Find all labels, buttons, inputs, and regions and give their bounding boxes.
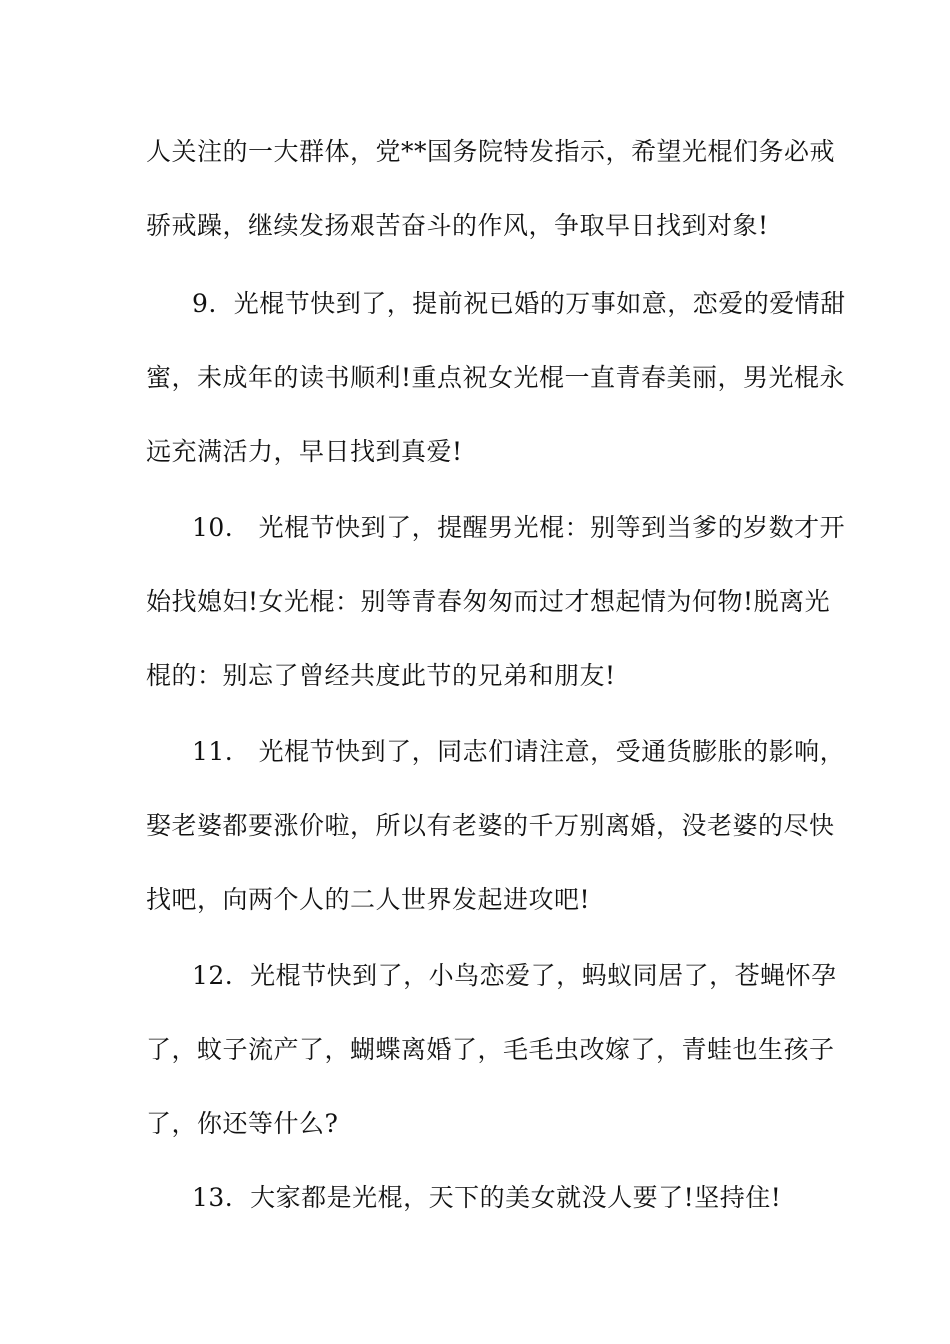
paragraph-line: 10. 光棍节快到了，提醒男光棍：别等到当爹的岁数才开: [192, 513, 846, 542]
paragraph-line: 蜜，未成年的读书顺利!重点祝女光棍一直青春美丽，男光棍永: [146, 363, 846, 392]
paragraph-line: 9. 光棍节快到了，提前祝已婚的万事如意，恋爱的爱情甜: [192, 289, 846, 318]
paragraph-line: 找吧，向两个人的二人世界发起进攻吧!: [146, 885, 591, 914]
paragraph-line: 人关注的一大群体，党**国务院特发指示，希望光棍们务必戒: [146, 137, 836, 166]
paragraph-line: 远充满活力，早日找到真爱!: [146, 437, 463, 466]
paragraph-line: 了，你还等什么?: [146, 1109, 339, 1138]
paragraph-line: 13. 大家都是光棍，天下的美女就没人要了!坚持住!: [192, 1183, 782, 1212]
paragraph-line: 骄戒躁，继续发扬艰苦奋斗的作风，争取早日找到对象!: [146, 211, 769, 240]
paragraph-line: 始找媳妇!女光棍：别等青春匆匆而过才想起情为何物!脱离光: [146, 587, 831, 616]
paragraph-line: 娶老婆都要涨价啦，所以有老婆的千万别离婚，没老婆的尽快: [146, 811, 835, 840]
paragraph-line: 棍的：别忘了曾经共度此节的兄弟和朋友!: [146, 661, 616, 690]
paragraph-line: 12. 光棍节快到了，小鸟恋爱了，蚂蚁同居了，苍蝇怀孕: [192, 961, 837, 990]
paragraph-line: 了，蚊子流产了，蝴蝶离婚了，毛毛虫改嫁了，青蛙也生孩子: [146, 1035, 835, 1064]
paragraph-line: 11. 光棍节快到了，同志们请注意，受通货膨胀的影响，: [192, 737, 846, 766]
